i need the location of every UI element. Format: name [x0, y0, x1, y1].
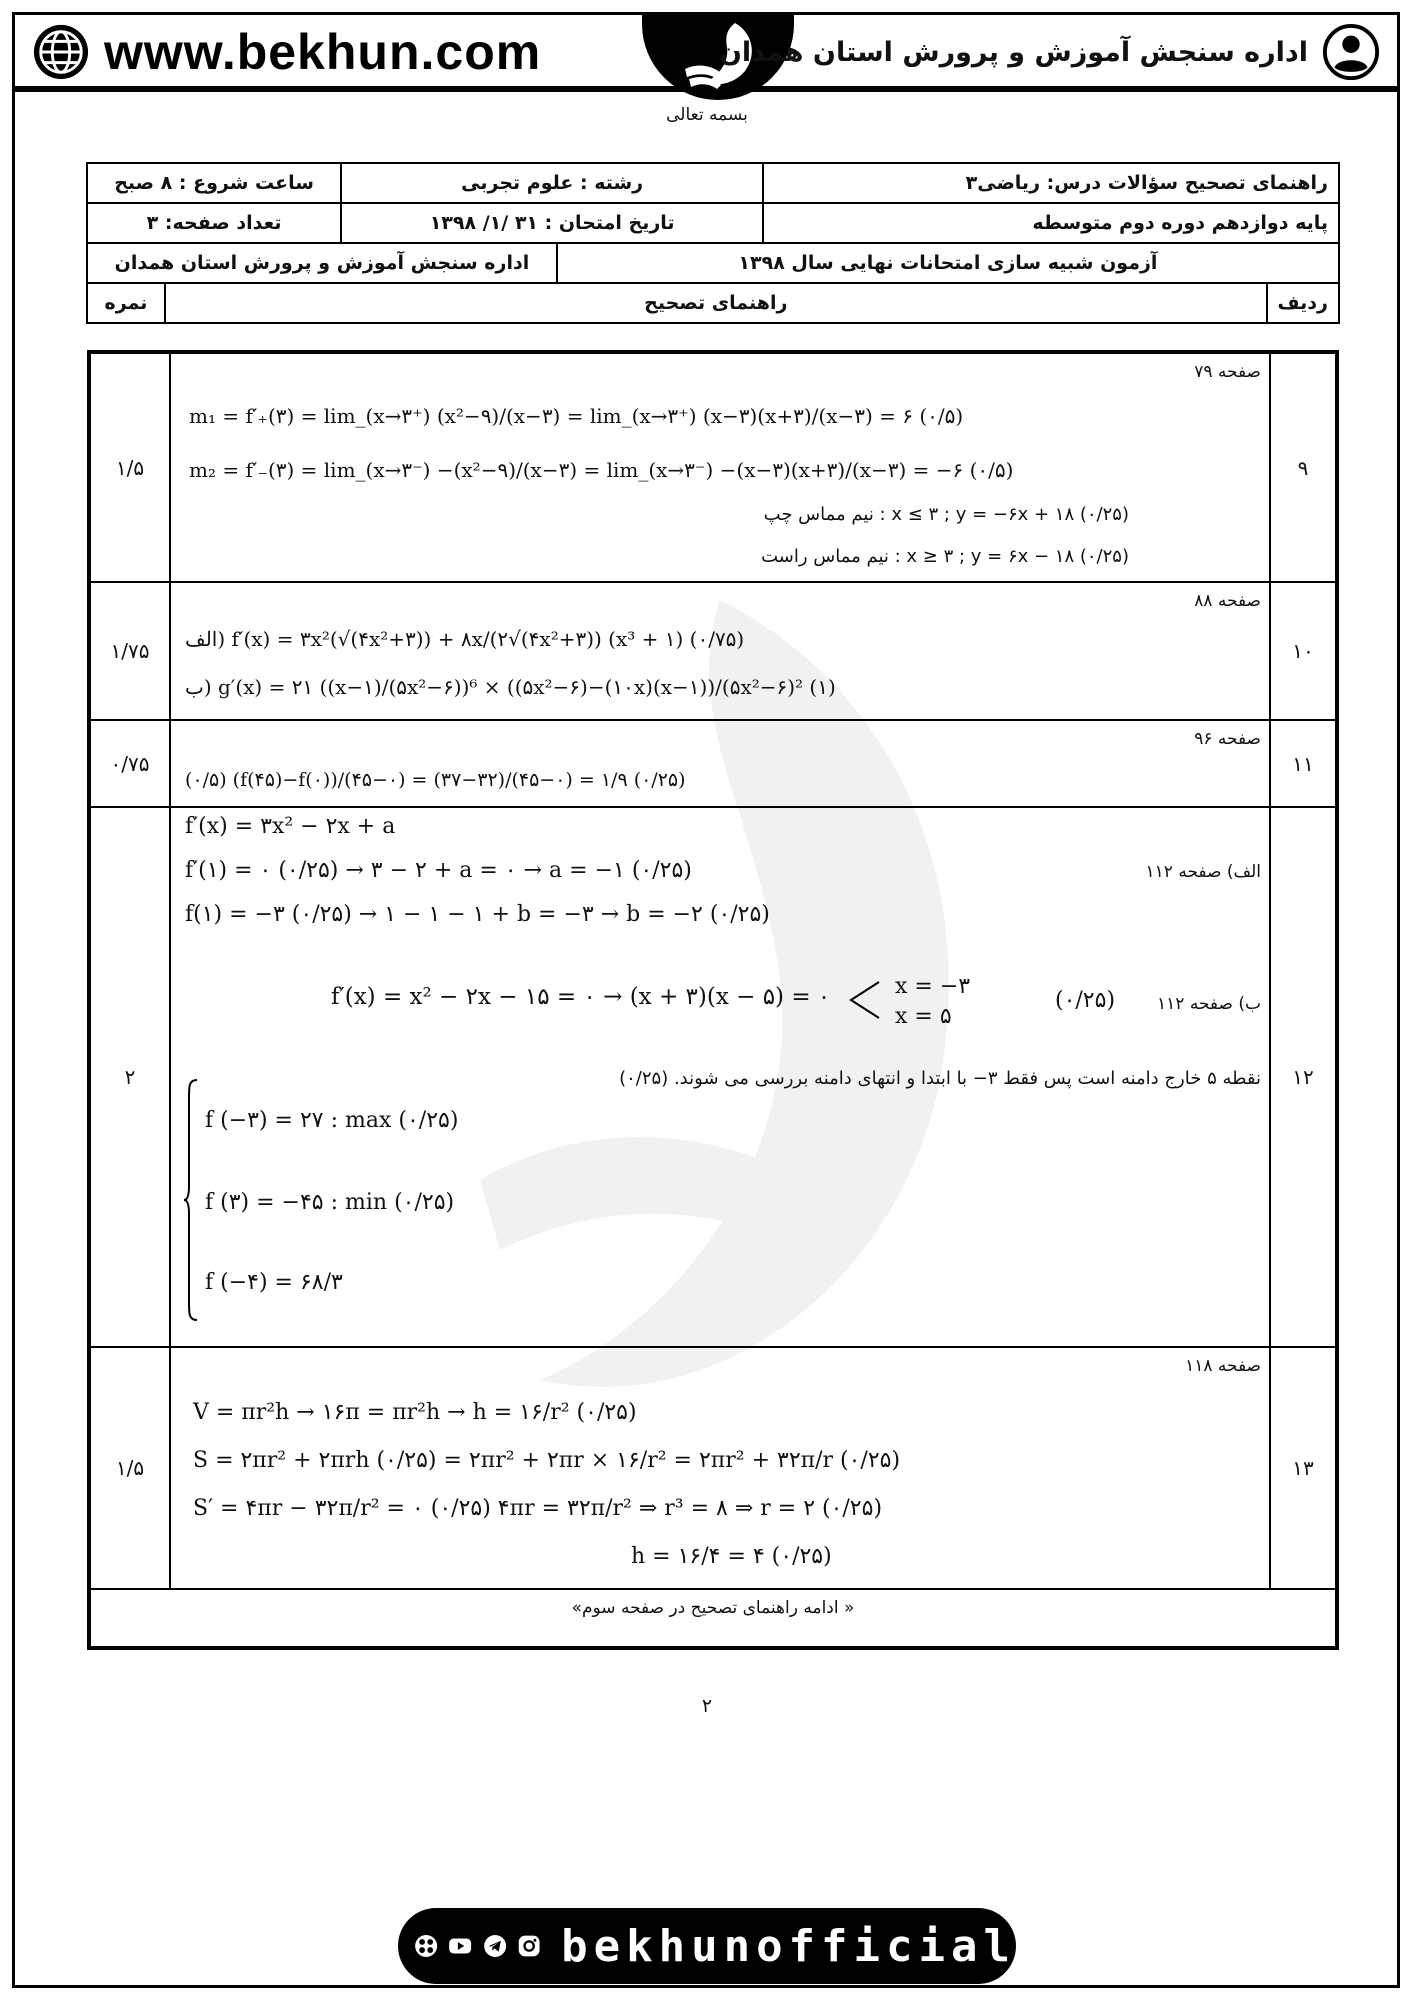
score-mark: (۰/۲۵)	[1055, 988, 1116, 1013]
row-content	[171, 808, 1269, 1346]
row-score: ۱/۵	[91, 1348, 171, 1588]
pages-cell: تعداد صفحه: ۳	[87, 203, 341, 243]
page-ref: صفحه ۹۶	[1194, 729, 1261, 749]
solution-line: ب) g′(x) = ۲۱ ((x−۱)/(۵x²−۶))⁶ × ((۵x²−۶)−(۱۰x)(x−۱))/(۵x²−۶)² (۱)	[185, 675, 836, 699]
row-score: ۱/۷۵	[91, 583, 171, 719]
exam-name-cell: آزمون شبیه سازی امتحانات نهایی سال ۱۳۹۸	[557, 243, 1339, 283]
field-cell: رشته : علوم تجربی	[341, 163, 763, 203]
youtube-icon[interactable]	[448, 1925, 472, 1967]
page-ref: ب) صفحه ۱۱۲	[1157, 994, 1261, 1014]
page-number: ۲	[701, 1695, 713, 1717]
table-row	[91, 808, 1335, 1348]
extremum-line: f (−۴) = ۶۸/۳	[205, 1270, 343, 1295]
table-row	[91, 583, 1335, 721]
row-score: ۲	[91, 808, 171, 1346]
table-row	[91, 721, 1335, 808]
page-ref: صفحه ۷۹	[1194, 362, 1261, 382]
row-number: ۱۱	[1269, 721, 1335, 806]
branch-symbol	[847, 978, 881, 1022]
brace-symbol	[183, 1078, 199, 1322]
col-row-header: ردیف	[1267, 283, 1339, 323]
telegram-icon[interactable]	[483, 1925, 507, 1967]
website-text: www.bekhun.com	[104, 24, 542, 80]
globe-icon	[32, 23, 90, 81]
solution-line: m₁ = f′₊(۳) = lim_(x→۳⁺) (x²−۹)/(x−۳) = lim_(x→۳⁺) (x−۳)(x+۳)/(x−۳) = ۶ (۰/۵)	[189, 404, 964, 428]
org-title: اداره سنجش آموزش و پرورش استان همدان	[718, 36, 1308, 68]
extremum-line: f (۳) = −۴۵ : min (۰/۲۵)	[205, 1190, 455, 1215]
top-bar	[12, 12, 1400, 92]
start-time-cell: ساعت شروع : ۸ صبح	[87, 163, 341, 203]
solution-line: (۰/۵) (f(۴۵)−f(۰))/(۴۵−۰) = (۳۷−۳۲)/(۴۵−۰) = ۱/۹ (۰/۲۵)	[185, 769, 686, 791]
user-icon[interactable]	[1322, 23, 1380, 81]
row-content	[171, 721, 1269, 806]
row-content	[171, 1348, 1269, 1588]
solution-line: V = πr²h → ۱۶π = πr²h → h = ۱۶/r² (۰/۲۵)	[193, 1400, 637, 1425]
aparat-icon[interactable]	[414, 1925, 438, 1967]
solution-line: الف) f′(x) = ۳x²(√(۴x²+۳)) + ۸x/(۲√(۴x²+۳)) (x³ + ۱) (۰/۷۵)	[185, 627, 745, 651]
solution-line: f(۱) = −۳ (۰/۲۵) → ۱ − ۱ − ۱ + b = −۳ → b = −۲ (۰/۲۵)	[185, 902, 770, 927]
page-ref: الف) صفحه ۱۱۲	[1145, 862, 1261, 882]
page-ref: صفحه ۱۱۸	[1185, 1356, 1261, 1376]
solution-line: (۰/۲۵) x ≤ ۳ ; y = −۶x + ۱۸ : نیم مماس چپ	[763, 504, 1129, 525]
table-row	[91, 1348, 1335, 1590]
website-link[interactable]	[32, 22, 541, 82]
solution-line: (۰/۲۵) x ≥ ۳ ; y = ۶x − ۱۸ : نیم مماس راست	[761, 546, 1129, 567]
solution-line: f′(x) = x² − ۲x − ۱۵ = ۰ → (x + ۳)(x − ۵) = ۰	[331, 984, 831, 1010]
row-score: ۰/۷۵	[91, 721, 171, 806]
row-score: ۱/۵	[91, 354, 171, 581]
instagram-icon[interactable]	[517, 1925, 541, 1967]
row-content	[171, 354, 1269, 581]
col-guide-header: راهنمای تصحیح	[165, 283, 1267, 323]
row-content	[171, 583, 1269, 719]
page-ref: صفحه ۸۸	[1194, 591, 1261, 611]
row-number: ۱۲	[1269, 808, 1335, 1346]
row-number: ۱۳	[1269, 1348, 1335, 1588]
answer-table	[87, 350, 1339, 1650]
social-handle: bekhunofficial	[561, 1920, 1016, 1972]
solution-line: نقطه ۵ خارج دامنه است پس فقط ۳− با ابتدا و انتهای دامنه بررسی می شوند. (۰/۲۵)	[619, 1068, 1261, 1089]
exam-info-table	[86, 162, 1340, 324]
org-header	[719, 22, 1380, 82]
office-cell: اداره سنجش آموزش و پرورش استان همدان	[87, 243, 557, 283]
solution-line: S = ۲πr² + ۲πrh (۰/۲۵) = ۲πr² + ۲πr × ۱۶/r² = ۲πr² + ۳۲π/r (۰/۲۵)	[193, 1448, 901, 1473]
row-number: ۱۰	[1269, 583, 1335, 719]
root-value: x = ۵	[895, 1004, 952, 1029]
course-cell: راهنمای تصحیح سؤالات درس: ریاضی۳	[763, 163, 1339, 203]
solution-line: h = ۱۶/۴ = ۴ (۰/۲۵)	[631, 1544, 832, 1569]
continuation-row	[91, 1590, 1335, 1646]
table-row	[91, 354, 1335, 583]
col-score-header: نمره	[87, 283, 165, 323]
solution-line: S′ = ۴πr − ۳۲π/r² = ۰ (۰/۲۵) ۴πr = ۳۲π/r² ⇒ r³ = ۸ ⇒ r = ۲ (۰/۲۵)	[193, 1496, 883, 1521]
grade-cell: پایه دوازدهم دوره دوم متوسطه	[763, 203, 1339, 243]
solution-line: f′(۱) = ۰ (۰/۲۵) → ۳ − ۲ + a = ۰ → a = −۱ (۰/۲۵)	[185, 858, 692, 883]
row-number: ۹	[1269, 354, 1335, 581]
exam-date-cell: تاریخ امتحان : ۳۱ /۱/ ۱۳۹۸	[341, 203, 763, 243]
solution-line: m₂ = f′₋(۳) = lim_(x→۳⁻) −(x²−۹)/(x−۳) = lim_(x→۳⁻) −(x−۳)(x+۳)/(x−۳) = −۶ (۰/۵)	[189, 458, 1014, 482]
continue-note: « ادامه راهنمای تصحیح در صفحه سوم»	[571, 1598, 855, 1618]
social-bar	[398, 1908, 1016, 1984]
extremum-line: f (−۳) = ۲۷ : max (۰/۲۵)	[205, 1108, 459, 1133]
root-value: x = −۳	[895, 974, 971, 999]
solution-line: f′(x) = ۳x² − ۲x + a	[185, 814, 396, 839]
bismillah: بسمه تعالی	[666, 105, 748, 125]
